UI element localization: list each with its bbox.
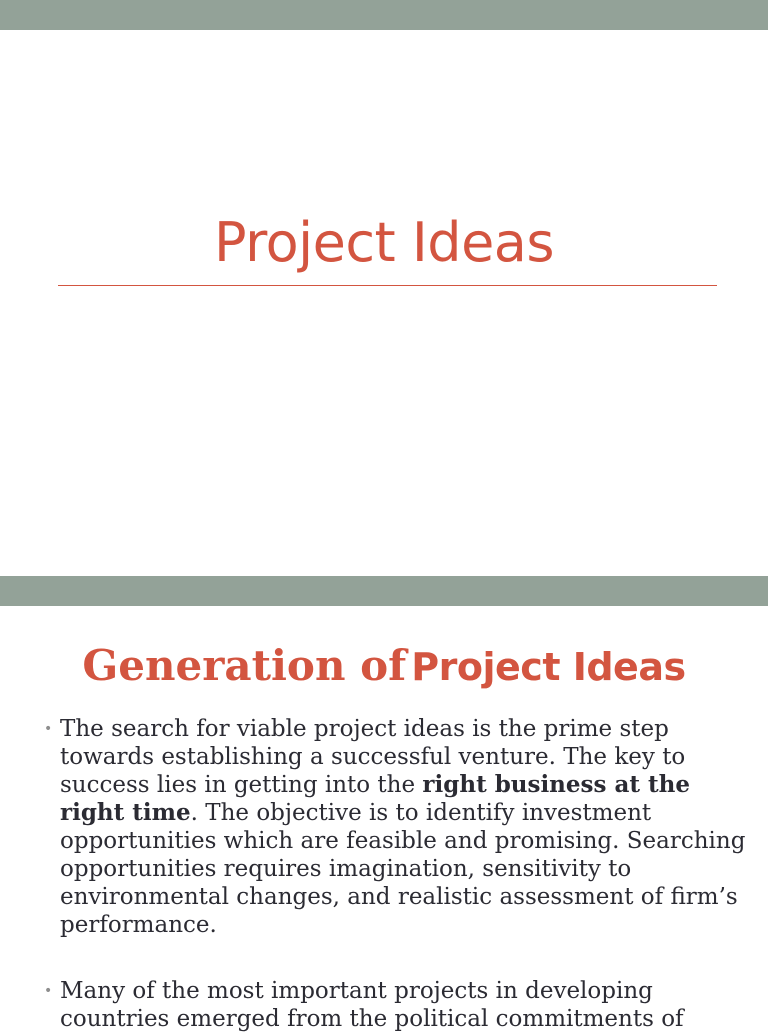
bullet1-text-bold: right business at the right time bbox=[60, 771, 690, 826]
bullet-paragraph-1 bbox=[44, 715, 750, 939]
top-band bbox=[0, 0, 768, 30]
bullet1-text-after: . The objective is to identify investment opportunities which are feasible and promising. Searching opportunities requires imagination, sensitivity to environmental changes, and realistic assessment of firm’s performance. bbox=[60, 800, 746, 938]
bullet-marker: • bbox=[44, 721, 53, 737]
bullet-marker: • bbox=[44, 983, 53, 999]
bullet1-text-before: The search for viable project ideas is the prime step towards establishing a successful venture. The key to success lies in getting into the bbox=[60, 716, 686, 798]
slide-title: Project Ideas bbox=[213, 211, 555, 274]
title-underline bbox=[58, 285, 717, 286]
bullet2-text: Many of the most important projects in developing countries emerged from the political commitments of bbox=[60, 978, 684, 1032]
slide-divider-band bbox=[0, 576, 768, 606]
section-title-part2: Project Ideas bbox=[411, 645, 686, 689]
section-title bbox=[0, 638, 768, 703]
section-title-part1: Generation of bbox=[82, 641, 407, 690]
bullet-paragraph-2 bbox=[44, 977, 750, 1033]
